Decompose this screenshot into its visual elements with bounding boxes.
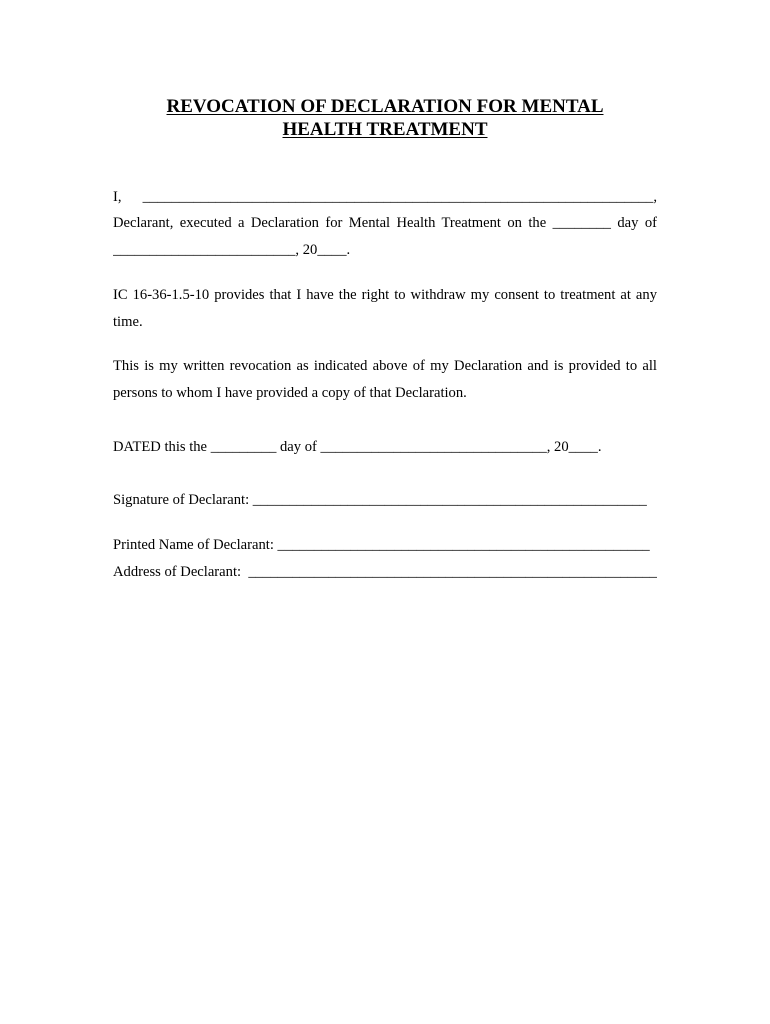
title-line-1: REVOCATION OF DECLARATION FOR MENTAL <box>166 96 604 117</box>
declarant-name-blank[interactable]: ______________________________________________________________________, <box>142 189 657 205</box>
document-title <box>113 95 657 141</box>
consent-statement-line-1: IC 16-36-1.5-10 provides that I have the right to withdraw my consent to treatment at any <box>113 287 657 303</box>
dated-line: DATED this the _________ day of _______________________________, 20____. <box>113 439 602 455</box>
title-line-2: HEALTH TREATMENT <box>282 119 488 140</box>
declarant-pronoun: I, <box>113 189 122 205</box>
consent-statement-line-2: time. <box>113 314 143 330</box>
revocation-statement-line-2: persons to whom I have provided a copy of that Declaration. <box>113 385 467 401</box>
declaration-execution-line: Declarant, executed a Declaration for Mental Health Treatment on the ________ day of <box>113 215 657 231</box>
printed-name-line: Printed Name of Declarant: ___________________________________________________ <box>113 537 650 553</box>
revocation-statement-line-1: This is my written revocation as indicated above of my Declaration and is provided to all <box>113 358 657 374</box>
declarant-name-line <box>113 188 657 206</box>
declaration-date-line: _________________________, 20____. <box>113 242 351 258</box>
address-line: Address of Declarant: ________________________________________________________ <box>113 564 657 580</box>
signature-line: Signature of Declarant: ______________________________________________________ <box>113 492 647 508</box>
